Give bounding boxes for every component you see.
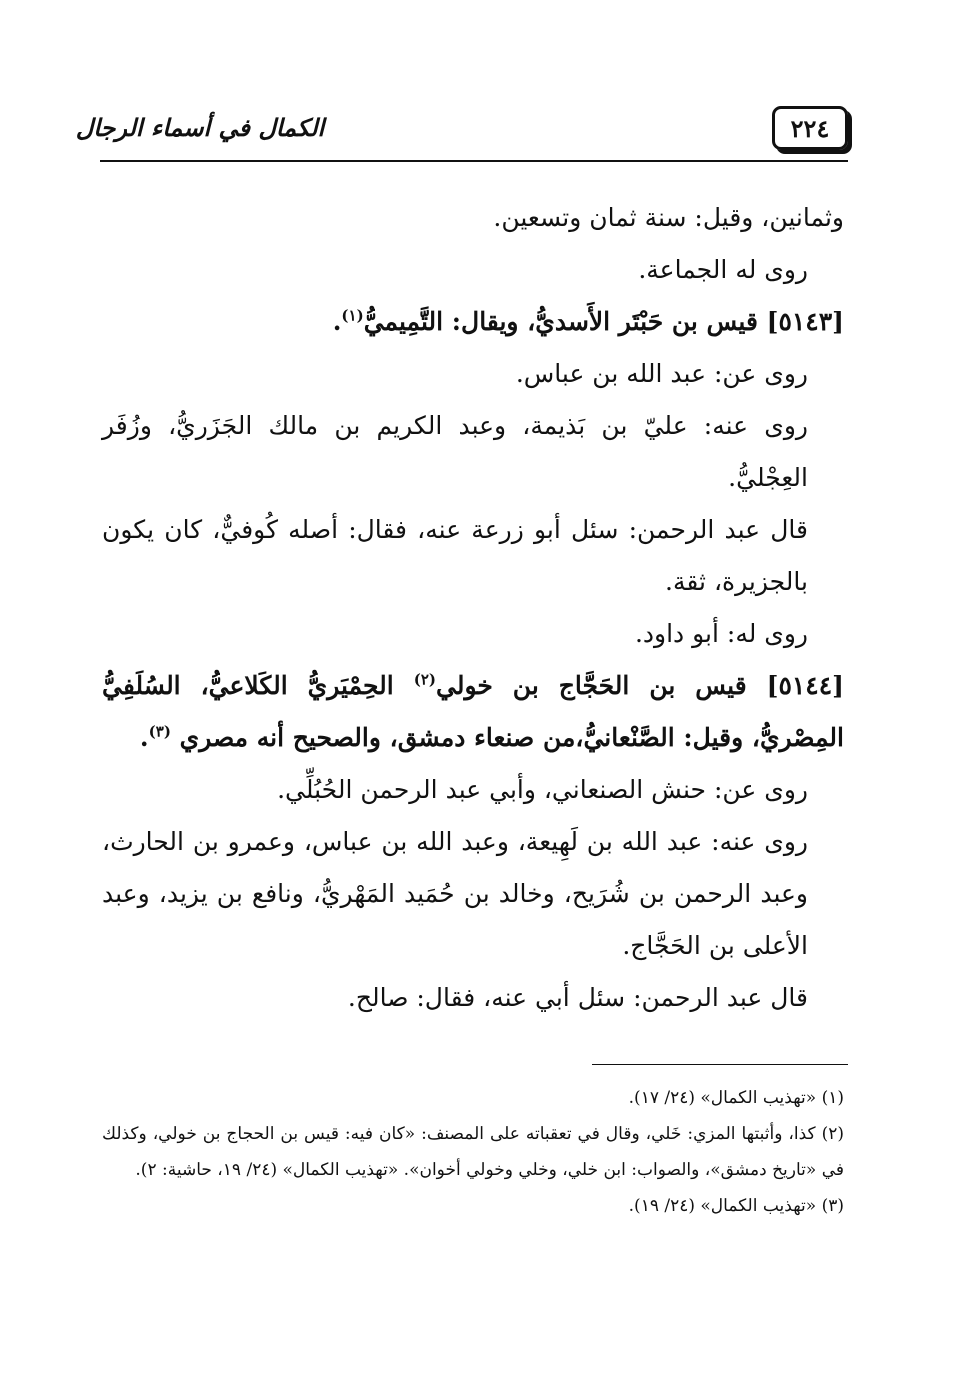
footnote: (١) «تهذيب الكمال» (٢٤/ ١٧). <box>628 1088 844 1108</box>
narrated-from: روى عن: حنش الصنعاني، وأبي عبد الرحمن الحُبُلِّي. <box>277 775 808 804</box>
text-line: روى له الجماعة. <box>638 255 808 284</box>
narrated-from: روى عن: عبد الله بن عباس. <box>515 359 808 388</box>
entry-heading-5144: [٥١٤٤] قيس بن الحَجَّاج بن خولي$^{(٢)}$ الحِمْيَريُّ الكَلاعيُّ، السُلَفِيُّ المِصْريُّ، وقيل: الصَّنْعانيُّ،من صنعاء دمشق، والصحيح أنه مصري $^{(٣)}$. <box>102 670 845 752</box>
narrated-by: روى عنه: عبد الله بن لَهِيعة، وعبد الله بن عباس، وعمرو بن الحارث، وعبد الرحمن بن شُرَيح، وخالد بن حُمَيد المَهْريُّ، ونافع بن يزيد، وعبد الأعلى بن الحَجَّاج. <box>102 827 808 960</box>
scholar-quote: قال عبد الرحمن: سئل أبو زرعة عنه، فقال: أصله كُوفيٌّ، كان يكون بالجزيرة، ثقة. <box>102 515 808 596</box>
page-number: ٢٢٤ <box>772 106 848 150</box>
footnote: (٣) «تهذيب الكمال» (٢٤/ ١٩). <box>628 1196 844 1216</box>
text-line: وثمانين، وقيل: سنة ثمان وتسعين. <box>493 203 844 232</box>
page-header <box>75 98 848 160</box>
footnote-rule <box>592 1064 848 1065</box>
main-text <box>102 192 844 1024</box>
entry-heading-5143: [٥١٤٣] قيس بن حَبْتَر الأَسديُّ، ويقال: التَّمِيميُّ$^{(١)}$. <box>332 306 844 336</box>
reported-by: روى له: أبو داود. <box>634 619 808 648</box>
footnotes <box>102 1080 844 1224</box>
footnote: (٢) كذا، وأثبتها المزي: خَلي، وقال في تعقباته على المصنف: «كان فيه: قيس بن الحجاج بن خولي، وكذلك في «تاريخ دمشق»، والصواب: ابن خلي، وخلي وخولي أخوان». «تهذيب الكمال» (٢٤/ ١٩، حاشية: ٢). <box>102 1124 844 1180</box>
entry-heading-text: [٥١٤٣] قيس بن حَبْتَر الأَسديُّ، ويقال: التَّمِيميُّ <box>363 307 844 336</box>
narrated-by: روى عنه: عليّ بن بَذيمة، وعبد الكريم بن مالك الجَزَريُّ، وزُفَر العِجْليُّ. <box>102 411 808 492</box>
entry-heading-text: [٥١٤٤] قيس بن الحَجَّاج بن خولي <box>436 671 845 700</box>
footnote-ref: (٢) <box>413 670 436 689</box>
book-title: الكمال في أسماء الرجال <box>75 112 325 142</box>
scholar-quote: قال عبد الرحمن: سئل أبي عنه، فقال: صالح. <box>347 983 808 1012</box>
entry-heading-text: الحِمْيَريُّ الكَلاعيُّ، السُلَفِيُّ المِصْريُّ، وقيل: الصَّنْعانيُّ،من صنعاء دمشق، والصحيح أنه مصري <box>102 671 844 752</box>
footnote-ref: (١) <box>341 306 364 325</box>
header-rule <box>100 160 848 162</box>
footnote-ref: (٣) <box>148 722 171 741</box>
